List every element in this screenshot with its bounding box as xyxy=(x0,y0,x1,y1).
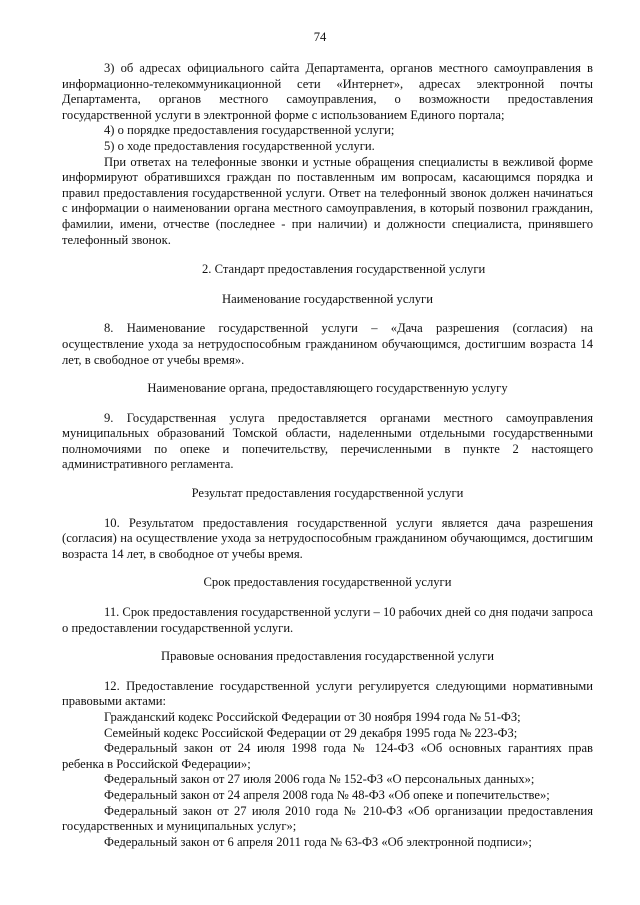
subheading-result: Результат предоставления государственной услуги xyxy=(191,486,464,501)
legal-act-fz-210: Федеральный закон от 27 июля 2010 года № 210-ФЗ «Об организации предоставления государственных и муниципальных услуг»; xyxy=(62,803,593,834)
legal-act-fz-152: Федеральный закон от 27 июля 2006 года № 152-ФЗ «О персональных данных»; xyxy=(104,772,535,787)
paragraph-10-result: 10. Результатом предоставления государственной услуги является дача разрешения (согласия) на осуществление ухода за нетрудоспособным гражданином обучающимся, достигшим возраста 14 лет, в свободное от учебы время. xyxy=(62,515,593,561)
paragraph-8-service-name: 8. Наименование государственной услуги – «Дача разрешения (согласия) на осуществление ухода за нетрудоспособным гражданином обучающимся, достигшим возраста 14 лет, в свободное от учебы время». xyxy=(62,321,593,367)
legal-act-civil-code: Гражданский кодекс Российской Федерации от 30 ноября 1994 года № 51-ФЗ; xyxy=(104,710,521,724)
paragraph-item-5-progress: 5) о ходе предоставления государственной услуги. xyxy=(104,138,375,153)
paragraph-9-authority: 9. Государственная услуга предоставляется органами местного самоуправления муниципальных образований Томской области, наделенными отдельными государственными полномочиями по опеке и попечительству, перечисленными в пункте 2 настоящего административного регламента. xyxy=(62,410,593,472)
legal-act-fz-124: Федеральный закон от 24 июля 1998 года № 124-ФЗ «Об основных гарантиях прав ребенка в Российской Федерации»; xyxy=(62,741,593,771)
page-number: 74 xyxy=(313,30,327,44)
paragraph-12-legal-acts: 12. Предоставление государственной услуги регулируется следующими нормативными правовыми актами: xyxy=(62,678,593,709)
legal-act-family-code: Семейный кодекс Российской Федерации от 29 декабря 1995 года № 223-ФЗ; xyxy=(104,725,518,740)
legal-act-fz-63: Федеральный закон от 6 апреля 2011 года № 63-ФЗ «Об электронной подписи»; xyxy=(104,834,532,849)
subheading-legal-basis: Правовые основания предоставления государственной услуги xyxy=(161,649,494,664)
document-body xyxy=(62,61,593,850)
subheading-providing-authority: Наименование органа, предоставляющего государственную услугу xyxy=(147,381,508,396)
paragraph-item-3-addresses: 3) об адресах официального сайта Департамента, органов местного самоуправления в информационно-телекоммуникационной сети «Интернет», адресах электронной почты Департамента, органов местного самоуправления, о возможности предоставления государственной услуги в электронной форме с использованием Единого портала; xyxy=(62,61,593,122)
subheading-service-name: Наименование государственной услуги xyxy=(222,291,433,306)
legal-act-fz-48: Федеральный закон от 24 апреля 2008 года № 48-ФЗ «Об опеке и попечительстве»; xyxy=(104,787,550,802)
section-heading-standard: 2. Стандарт предоставления государственной услуги xyxy=(202,262,486,277)
paragraph-phone-answers: При ответах на телефонные звонки и устные обращения специалисты в вежливой форме информируют обратившихся граждан по поставленным им вопросам, касающимся порядка и правил предоставления государственной услуги. Ответ на телефонный звонок должен начинаться с информации о наименовании органа местного самоуправления, в который позвонил гражданин, фамилии, имени, отчестве (последнее - при наличии) и должности специалиста, принявшего телефонный звонок. xyxy=(62,154,593,247)
paragraph-item-4-procedure: 4) о порядке предоставления государственной услуги; xyxy=(104,123,395,138)
subheading-term: Срок предоставления государственной услуги xyxy=(203,575,452,590)
paragraph-11-term: 11. Срок предоставления государственной услуги – 10 рабочих дней со дня подачи запроса о предоставлении государственной услуги. xyxy=(62,605,593,635)
